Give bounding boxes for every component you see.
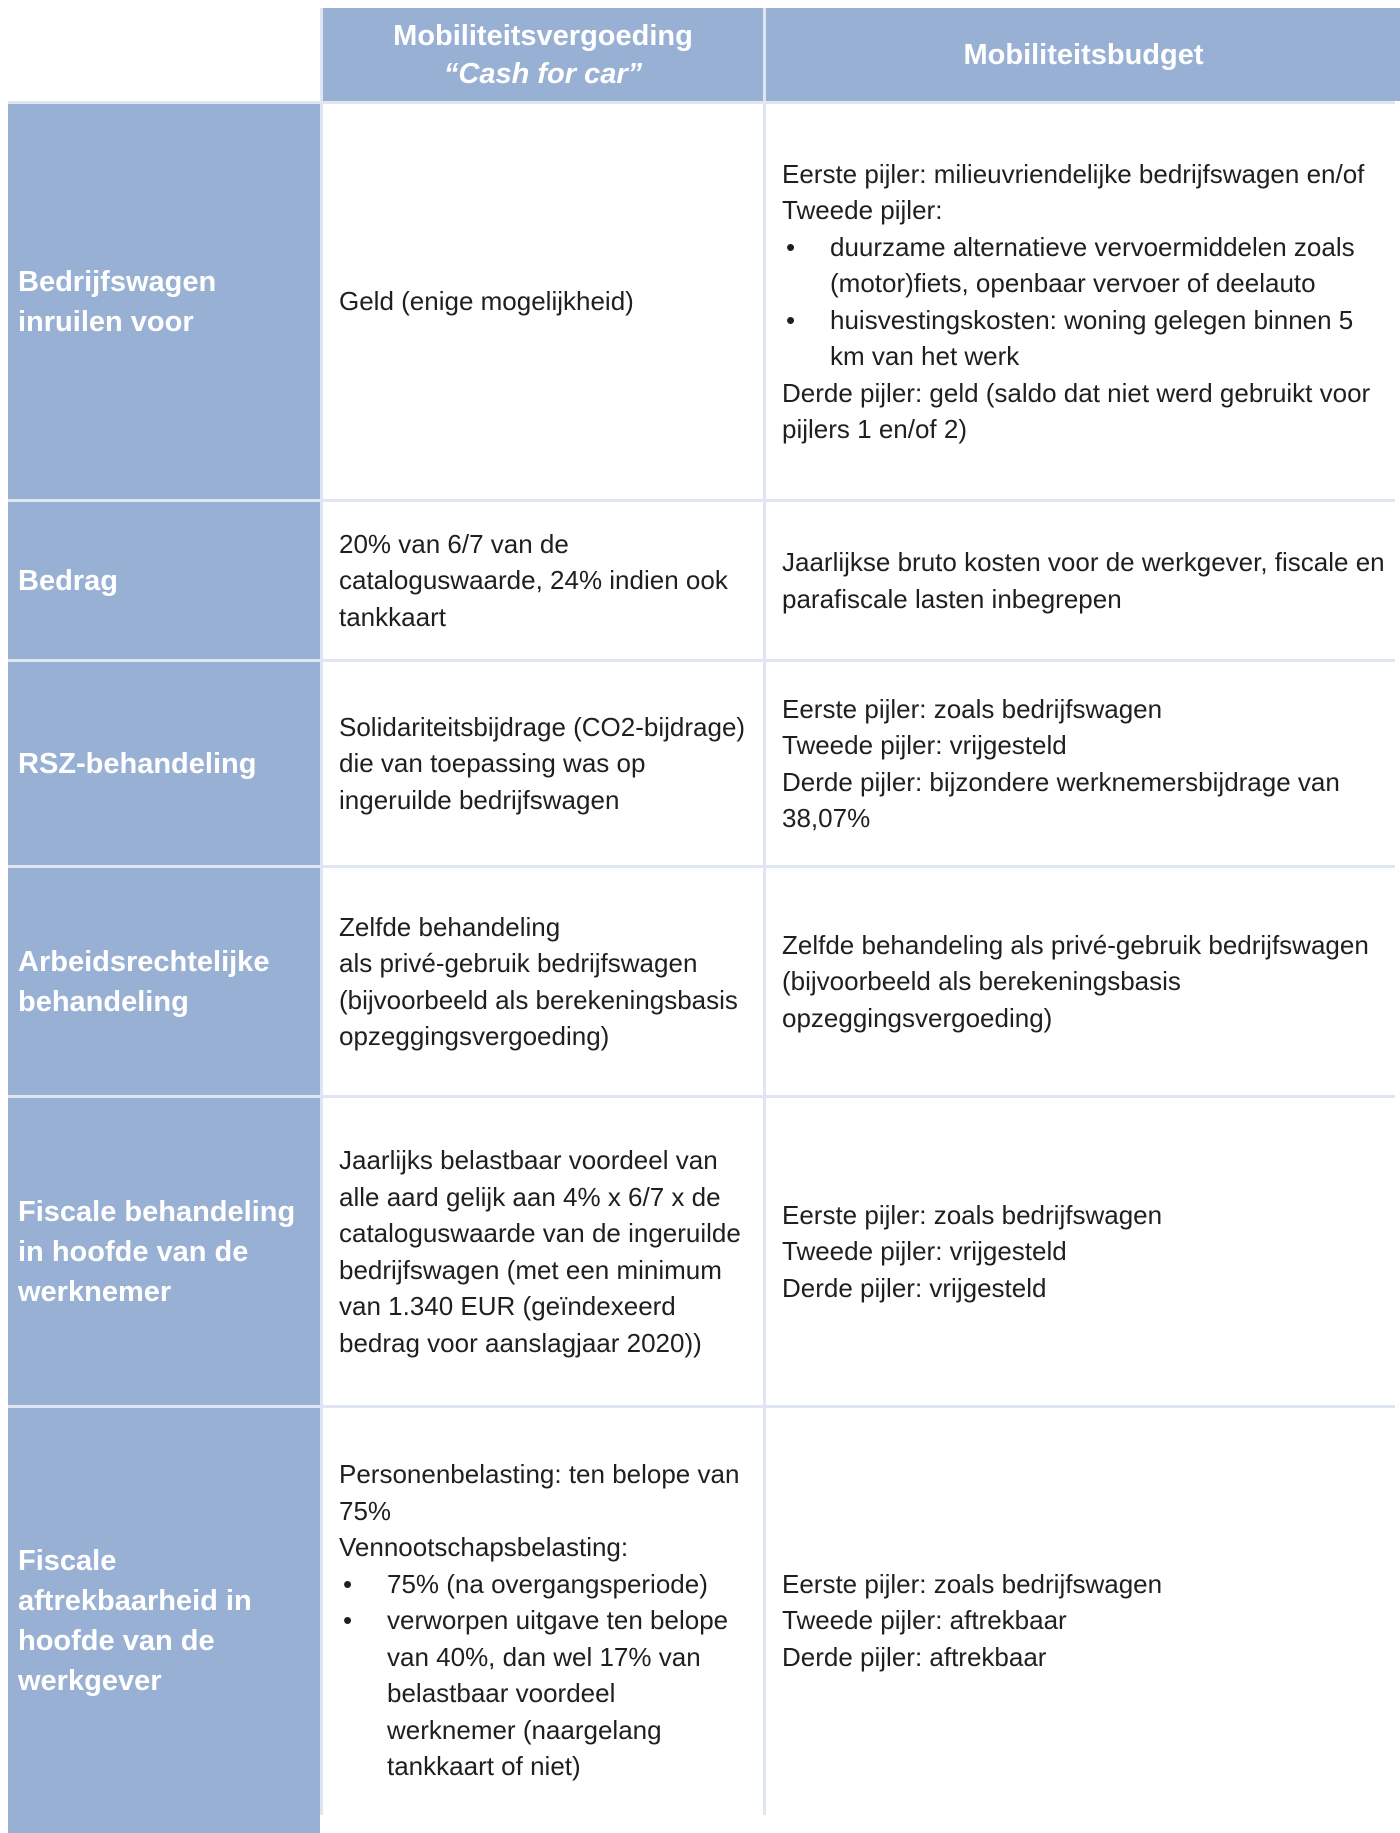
cell-text: Zelfde behandeling [339,911,561,942]
cell-fiscaal-werknemer-vergoeding [323,1098,763,1405]
cell-text: Vennootschapsbelasting: [339,1532,629,1563]
cell-text: Derde pijler: aftrekbaar [782,1641,1047,1672]
header-mobiliteitsbudget [766,8,1400,101]
row-label-arbeidsrecht: Arbeidsrechtelijke behandeling [8,868,320,1095]
header-mobiliteitsvergoeding [323,8,763,101]
bullet-item: • duurzame alternatieve vervoermiddelen zoals (motor)fiets, openbaar vervoer of deelauto [782,229,1387,302]
cell-bedrijfswagen-vergoeding [323,104,763,499]
bullet-icon: • [786,231,796,262]
cell-text: Eerste pijler: zoals bedrijfswagen [782,693,1163,724]
cell-bedrag-budget [766,502,1400,659]
cell-rsz-vergoeding [323,662,763,865]
cell-text: Eerste pijler: zoals bedrijfswagen [782,1199,1163,1230]
cell-text: Derde pijler: vrijgesteld [782,1272,1047,1303]
cell-text: Derde pijler: bijzondere werknemersbijdrage van 38,07% [782,766,1348,833]
header-col2-title: Mobiliteitsbudget [963,38,1204,71]
cell-text: Derde pijler: geld (saldo dat niet werd gebruikt voor pijlers 1 en/of 2) [782,377,1378,444]
cell-text: Solidariteitsbijdrage (CO2-bijdrage) die van toepassing was op ingeruilde bedrijfswagen [339,711,753,815]
row-label-fiscaal-werknemer: Fiscale behandeling in hoofde van de werknemer [8,1098,320,1405]
row-label-bedrag: Bedrag [8,502,320,659]
header-col1-title: Mobiliteitsvergoeding [393,19,693,52]
table-corner [8,8,320,101]
cell-text: Jaarlijkse bruto kosten voor de werkgever, fiscale en parafiscale lasten inbegrepen [782,547,1392,614]
header-col1-subtitle: “Cash for car” [443,57,643,90]
bullet-icon: • [343,1568,353,1599]
cell-text: Eerste pijler: milieuvriendelijke bedrijfswagen en/of [782,158,1365,189]
cell-text: Personenbelasting: ten belope van 75% [339,1459,747,1526]
bullet-icon: • [786,304,796,335]
comparison-table [8,8,1395,1815]
cell-bedrijfswagen-budget [766,104,1400,499]
cell-text: Geld (enige mogelijkheid) [339,286,634,317]
cell-arbeidsrecht-vergoeding [323,868,763,1095]
cell-text: 20% van 6/7 van de cataloguswaarde, 24% indien ook tankkaart [339,528,736,632]
cell-text: Tweede pijler: aftrekbaar [782,1605,1067,1636]
bullet-icon: • [343,1605,353,1636]
cell-text: Eerste pijler: zoals bedrijfswagen [782,1568,1163,1599]
cell-fiscaal-werkgever-budget [766,1408,1400,1833]
bullet-item: • 75% (na overgangsperiode) [339,1566,749,1603]
cell-arbeidsrecht-budget [766,868,1400,1095]
cell-text: Zelfde behandeling als privé-gebruik bedrijfswagen (bijvoorbeeld als berekeningsbasis opzeggingsvergoeding) [782,929,1377,1033]
bullet-item: • verworpen uitgave ten belope van 40%, dan wel 17% van belastbaar voordeel werknemer (naargelang tankkaart of niet) [339,1602,749,1785]
cell-text: Tweede pijler: vrijgesteld [782,1236,1067,1267]
row-label-rsz: RSZ-behandeling [8,662,320,865]
cell-bedrag-vergoeding [323,502,763,659]
cell-text: als privé-gebruik bedrijfswagen (bijvoorbeeld als berekeningsbasis opzeggingsvergoeding) [339,948,746,1051]
cell-fiscaal-werknemer-budget [766,1098,1400,1405]
cell-text: Tweede pijler: [782,195,943,225]
row-label-bedrijfswagen: Bedrijfswagen inruilen voor [8,104,320,499]
cell-rsz-budget [766,662,1400,865]
bullet-item: • huisvestingskosten: woning gelegen binnen 5 km van het werk [782,302,1387,375]
row-label-fiscaal-werkgever: Fiscale aftrekbaarheid in hoofde van de werkgever [8,1408,320,1833]
cell-text: Jaarlijks belastbaar voordeel van alle aard gelijk aan 4% x 6/7 x de cataloguswaarde van de ingeruilde bedrijfswagen (met een minimum van 1.340 EUR (geïndexeerd bedrag voor aanslagjaar 2020)) [339,1145,749,1358]
cell-text: Tweede pijler: vrijgesteld [782,730,1067,760]
cell-fiscaal-werkgever-vergoeding [323,1408,763,1833]
